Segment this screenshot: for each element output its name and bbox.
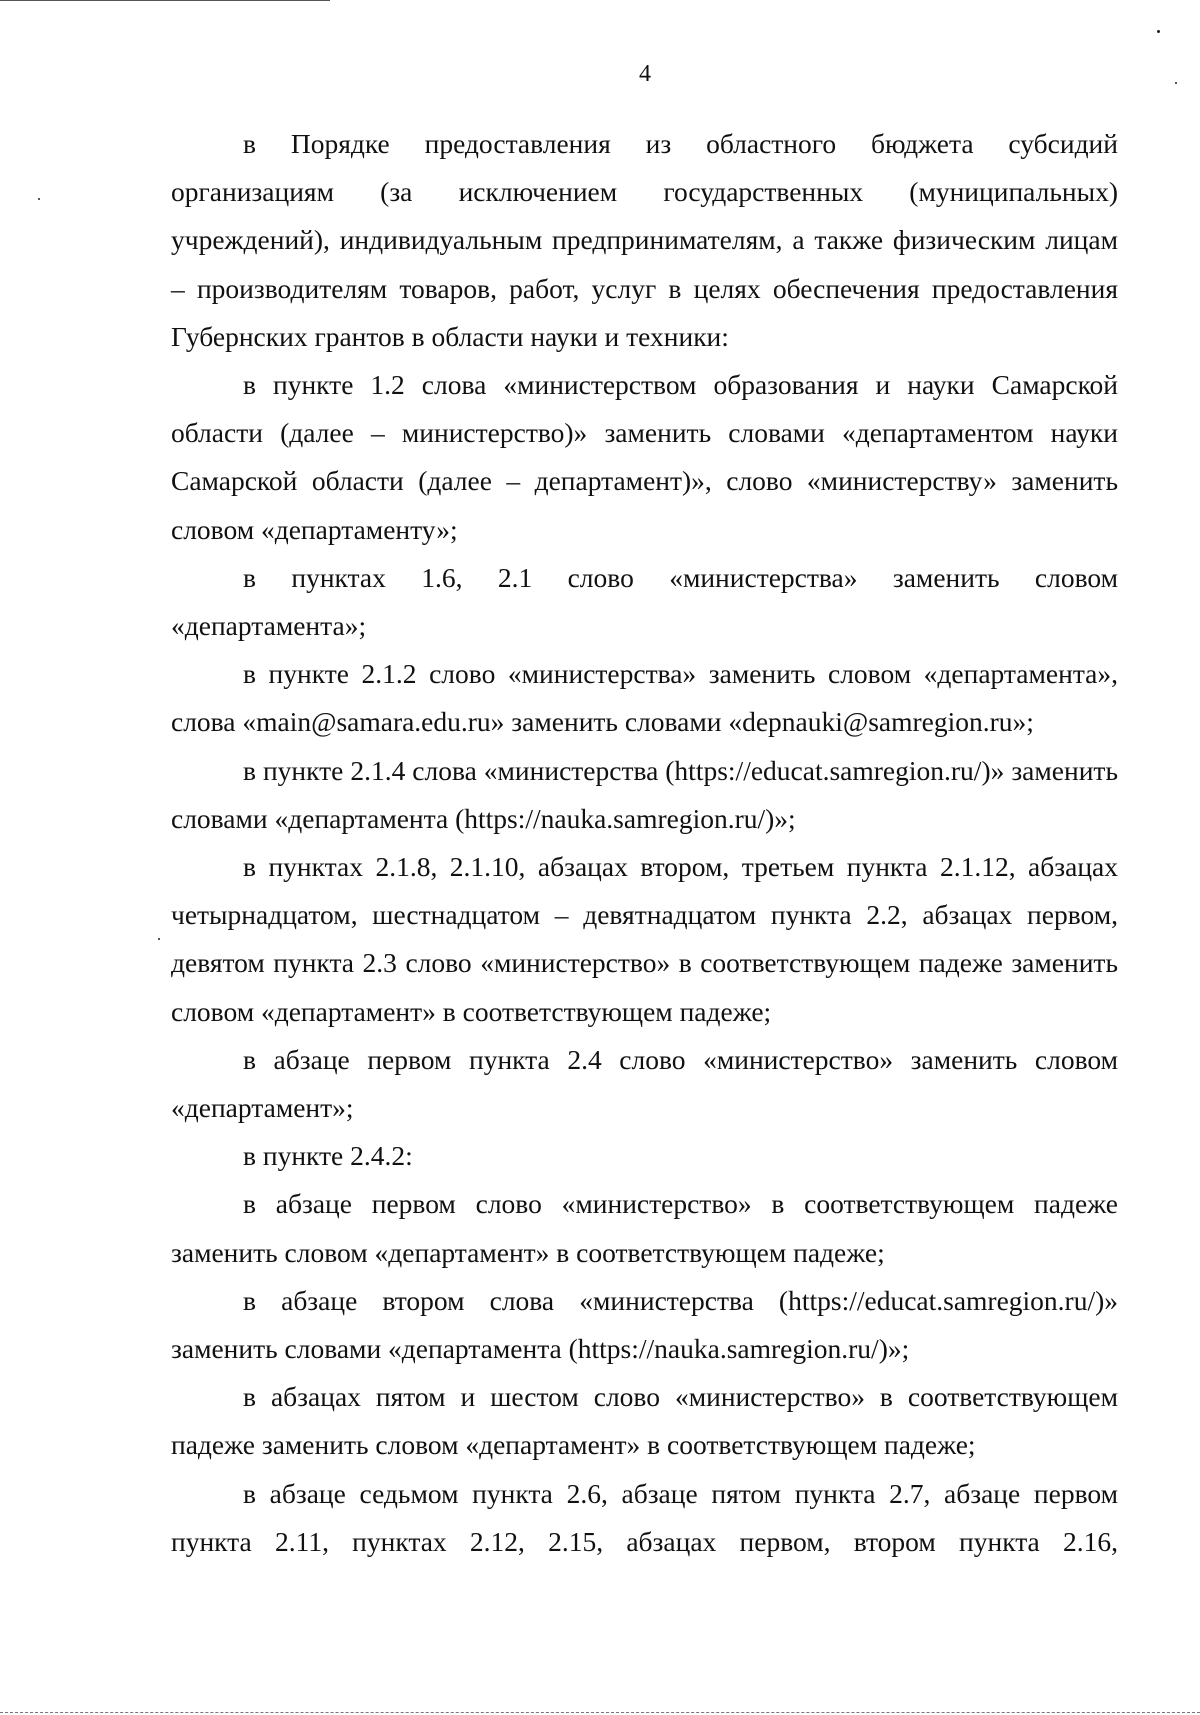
paragraph: в абзаце первом пункта 2.4 слово «министерство» заменить словом «департамент»; (171, 1043, 1118, 1124)
paragraph: в пункте 2.1.4 слова «министерства (https://educat.samregion.ru/)» заменить словами «департамента (https://nauka.samregion.ru/)»; (171, 754, 1118, 834)
paragraph: в пункте 2.1.2 слово «министерства» заменить словом «департамента», слова «main@samara.edu.ru» заменить словами «depnauki@samregion.ru»; (171, 658, 1118, 738)
paragraph: в пункте 2.4.2: (243, 1140, 413, 1172)
scan-edge-top (0, 0, 330, 1)
paragraph: в пунктах 2.1.8, 2.1.10, абзацах втором, третьем пункта 2.1.12, абзацах четырнадцатом, шестнадцатом – девятнадцатом пункта 2.2, абзацах первом, девятом пункта 2.3 слово «министерство» в соответствующем падеже заменить словом «департамент» в соответствующем падеже; (171, 851, 1118, 1027)
scan-edge-bottom (0, 1711, 1200, 1713)
paragraph: в абзаце втором слова «министерства (https://educat.samregion.ru/)» заменить словами «департамента (https://nauka.samregion.ru/)»; (171, 1284, 1118, 1365)
document-body (171, 120, 1118, 1566)
page-number: 4 (639, 61, 651, 87)
paragraph: в абзаце седьмом пункта 2.6, абзаце пятом пункта 2.7, абзаце первом пункта 2.11, пунктах 2.12, 2.15, абзацах первом, втором пункта 2.16, (171, 1477, 1118, 1557)
paragraph: в Порядке предоставления из областного бюджета субсидий организациям (за исключением государственных (муниципальных) учреждений), индивидуальным предпринимателям, а также физическим лицам – производителям товаров, работ, услуг в целях обеспечения предоставления Губернских грантов в области науки и техники: (171, 128, 1118, 352)
paragraph: в абзаце первом слово «министерство» в соответствующем падеже заменить словом «департамент» в соответствующем падеже; (171, 1188, 1118, 1268)
paragraph: в пункте 1.2 слова «министерством образования и науки Самарской области (далее – министерство)» заменить словами «департаментом науки Самарской области (далее – департамент)», слово «министерству» заменить словом «департаменту»; (171, 369, 1118, 545)
paragraph: в абзацах пятом и шестом слово «министерство» в соответствующем падеже заменить словом «департамент» в соответствующем падеже; (171, 1381, 1118, 1461)
scan-speck (1157, 30, 1160, 33)
scan-speck (38, 198, 40, 200)
paragraph: в пунктах 1.6, 2.1 слово «министерства» заменить словом «департамента»; (171, 561, 1118, 642)
scan-speck (158, 938, 160, 940)
